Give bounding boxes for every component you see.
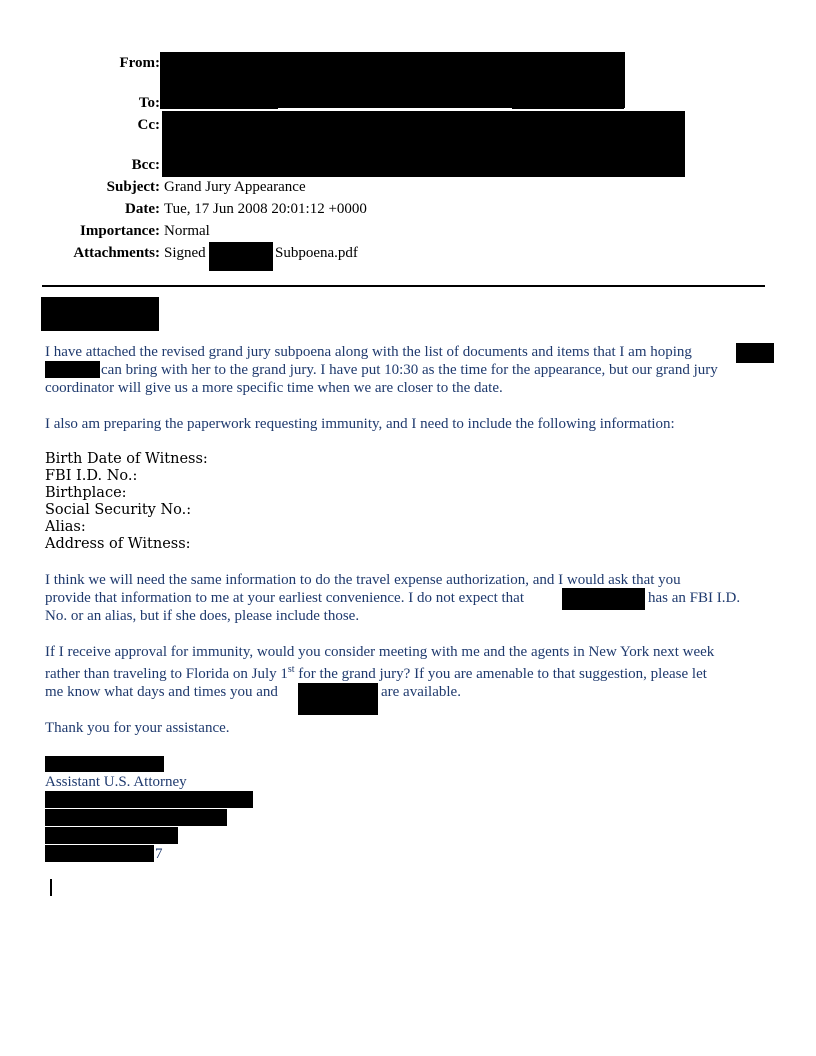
header-divider	[42, 285, 765, 287]
attachment-suffix: Subpoena.pdf	[275, 245, 358, 261]
p4-line3a: me know what days and times you and	[45, 684, 278, 700]
p4-line3b: are available.	[381, 684, 461, 700]
sig-title: Assistant U.S. Attorney	[45, 774, 187, 790]
redaction-cc-bcc	[162, 111, 685, 177]
importance-value: Normal	[164, 223, 210, 239]
redaction-sig-line2	[45, 809, 227, 826]
date-value: Tue, 17 Jun 2008 20:01:12 +0000	[164, 201, 367, 217]
p4-superscript: st	[287, 664, 295, 675]
p1-line1: I have attached the revised grand jury subpoena along with the list of documents and items that I am hoping	[45, 344, 692, 360]
attachment-prefix: Signed	[164, 245, 206, 261]
redaction-sig-name	[45, 756, 164, 772]
text-cursor	[50, 879, 52, 896]
subject-value: Grand Jury Appearance	[164, 179, 306, 195]
p2: I also am preparing the paperwork requesting immunity, and I need to include the following information:	[45, 416, 675, 432]
to-label: To:	[138, 95, 160, 111]
to-underline-right	[512, 108, 624, 109]
p3-line1: I think we will need the same information to do the travel expense authorization, and I would ask that you	[45, 572, 681, 588]
attachments-label: Attachments:	[73, 245, 160, 261]
p4-line1: If I receive approval for immunity, would you consider meeting with me and the agents in New York next week	[45, 644, 715, 660]
field-birth-date: Birth Date of Witness:	[45, 451, 208, 467]
field-ssn: Social Security No.:	[45, 502, 192, 518]
from-label: From:	[119, 55, 160, 71]
redaction-name-2	[562, 588, 645, 610]
p3-line2a: provide that information to me at your earliest convenience. I do not expect that	[45, 590, 525, 606]
sig-tail: 7	[155, 846, 163, 862]
p5-thanks: Thank you for your assistance.	[45, 720, 230, 736]
to-underline-left	[160, 108, 278, 109]
redaction-attachment	[209, 242, 273, 271]
p1-line2: can bring with her to the grand jury. I have put 10:30 as the time for the appearance, but our grand jury	[101, 362, 718, 378]
p3-line3: No. or an alias, but if she does, please include those.	[45, 608, 360, 624]
redaction-salutation	[41, 297, 159, 331]
redaction-name-3	[298, 683, 378, 715]
redaction-sig-line4	[45, 845, 154, 862]
redaction-name-1a	[736, 343, 774, 363]
redaction-name-1b	[45, 361, 100, 378]
bcc-label: Bcc:	[131, 157, 160, 173]
subject-label: Subject:	[106, 179, 160, 195]
field-fbi-id: FBI I.D. No.:	[45, 468, 138, 484]
p1-line3: coordinator will give us a more specific time when we are closer to the date.	[45, 380, 503, 396]
p4-line2a: rather than traveling to Florida on July 1	[45, 666, 288, 682]
redaction-from	[160, 52, 625, 108]
field-address: Address of Witness:	[45, 536, 191, 552]
importance-label: Importance:	[80, 223, 160, 239]
cc-label: Cc:	[137, 117, 160, 133]
p4-line2	[45, 664, 707, 683]
field-birthplace: Birthplace:	[45, 485, 127, 501]
redaction-sig-line1	[45, 791, 253, 808]
date-label: Date:	[125, 201, 160, 217]
redaction-sig-line3	[45, 827, 178, 844]
field-alias: Alias:	[45, 519, 86, 535]
p3-line2b: has an FBI I.D.	[648, 590, 741, 606]
p4-line2b: for the grand jury? If you are amenable to that suggestion, please let	[294, 666, 707, 682]
